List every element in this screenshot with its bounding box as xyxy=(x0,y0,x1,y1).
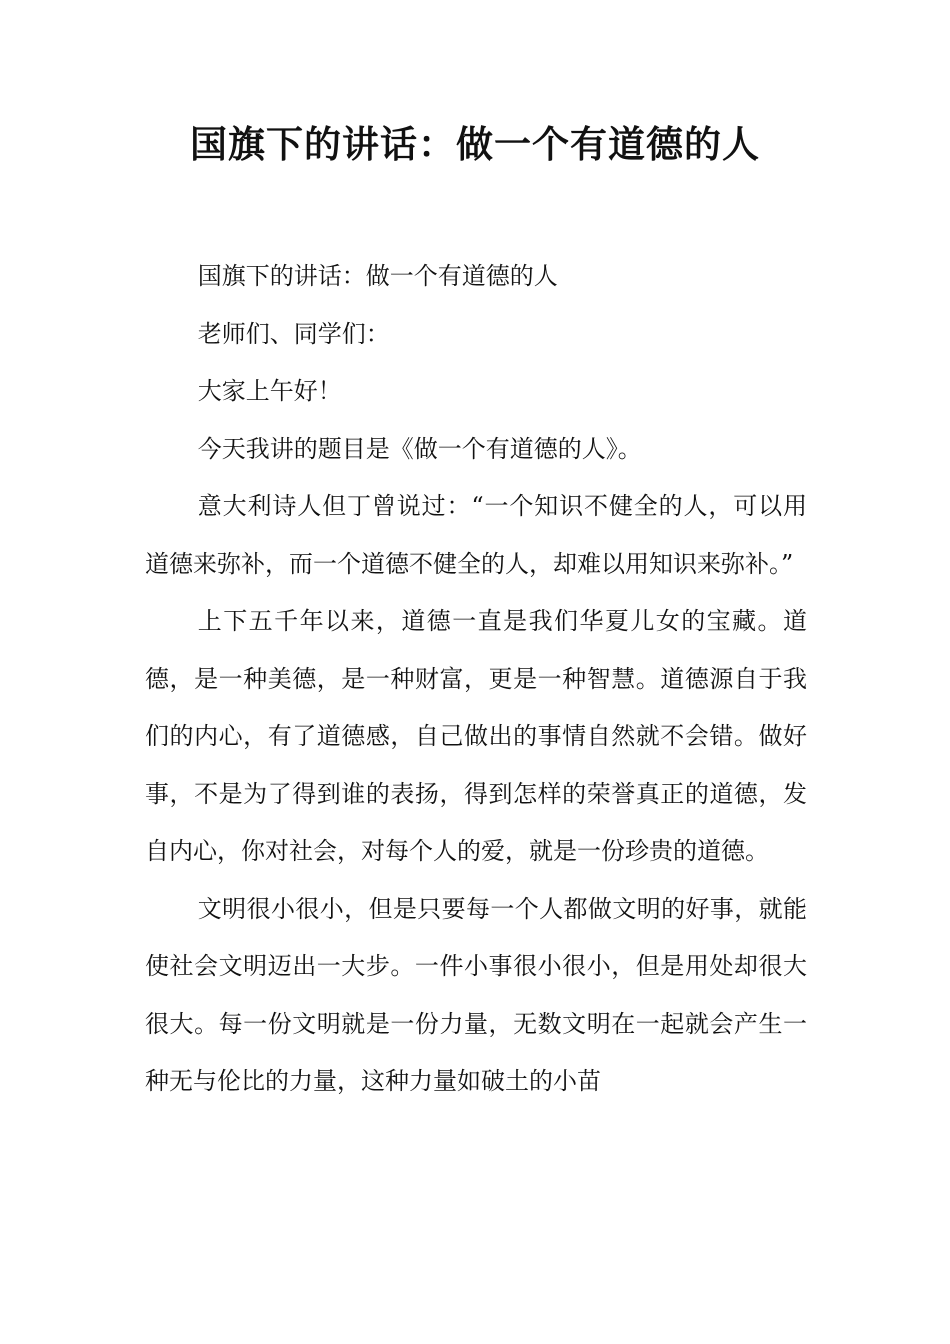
paragraph-greeting: 大家上午好！ xyxy=(197,377,342,405)
paragraph-topic: 今天我讲的题目是《做一个有道德的人》。 xyxy=(197,434,642,463)
paragraph-dante-quote: 意大利诗人但丁曾说过：“一个知识不健全的人，可以用道德来弥补，而一个道德不健全的人，却难以用知识来弥补。” xyxy=(145,492,807,578)
paragraph-civilization: 文明很小很小，但是只要每一个人都做文明的好事，就能使社会文明迈出一大步。一件小事很小很小，但是用处却很大很大。每一份文明就是一份力量，无数文明在一起就会产生一种无与伦比的力量，这种力量如破土的小苗 xyxy=(145,894,807,1095)
paragraph-heading-repeat: 国旗下的讲话：做一个有道德的人 xyxy=(197,262,558,290)
document-title: 国旗下的讲话：做一个有道德的人 xyxy=(190,122,760,166)
paragraph-salutation: 老师们、同学们： xyxy=(197,319,390,348)
document-body xyxy=(145,248,807,1111)
paragraph-morality: 上下五千年以来，道德一直是我们华夏儿女的宝藏。道德，是一种美德，是一种财富，更是一种智慧。道德源自于我们的内心，有了道德感，自己做出的事情自然就不会错。做好事，不是为了得到谁的表扬，得到怎样的荣誉真正的道德，发自内心，你对社会，对每个人的爱，就是一份珍贵的道德。 xyxy=(145,607,807,865)
